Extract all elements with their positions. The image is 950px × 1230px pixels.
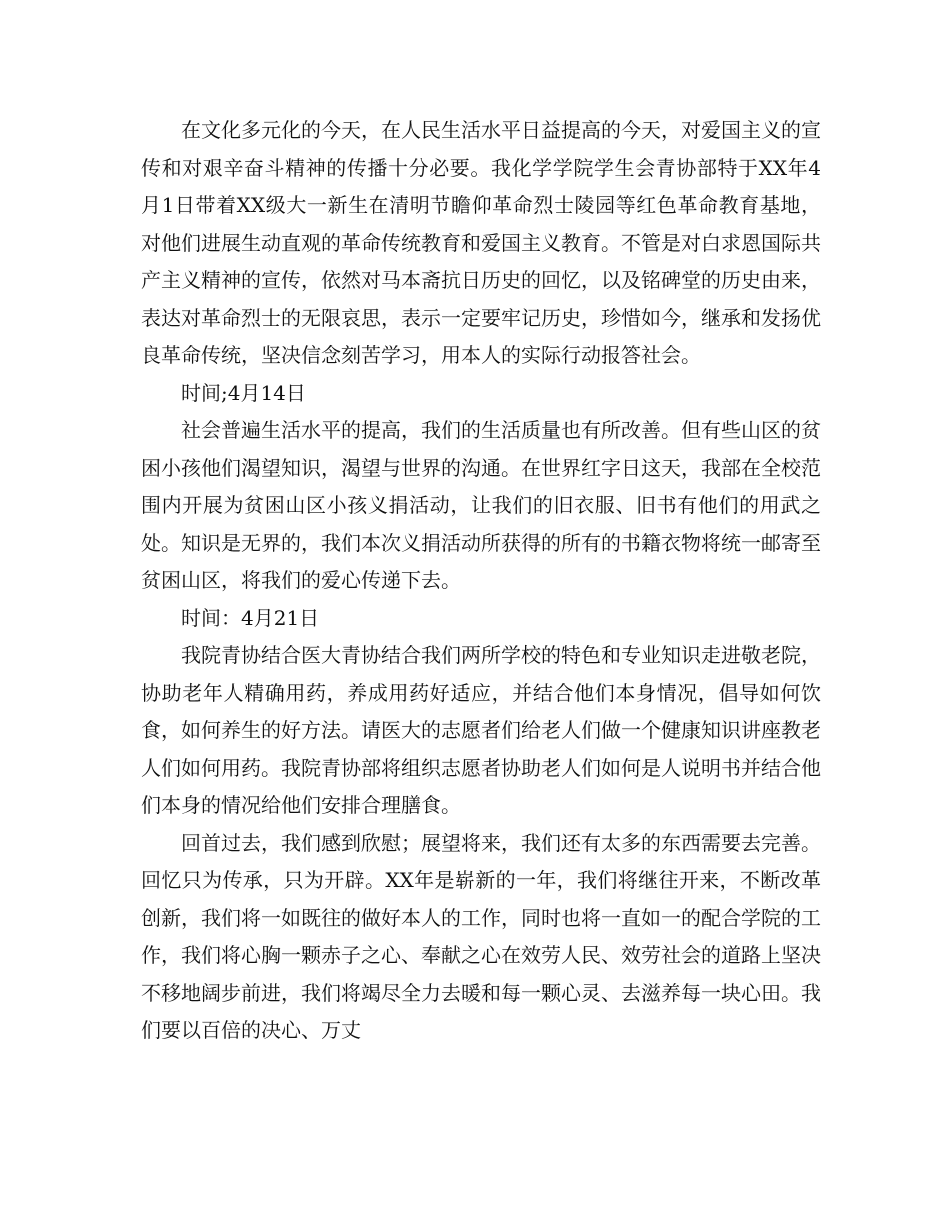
paragraph-elderly-care: 我院青协结合医大青协结合我们两所学校的特色和专业知识走进敬老院，协助老年人精确用药，养成用药好适应，并结合他们本身情况，倡导如何饮食，如何养生的好方法。请医大的志愿者们给老人们做一个健康知识讲座教老人们如何用药。我院青协部将组织志愿者协助老人们如何是人说明书并结合他们本身的情况给他们安排合理膳食。: [141, 643, 821, 817]
time-label-april-21: 时间：4月21日: [181, 605, 320, 630]
paragraph-outlook: 回首过去，我们感到欣慰；展望将来，我们还有太多的东西需要去完善。回忆只为传承，只为开辟。XX年是崭新的一年，我们将继往开来，不断改革创新，我们将一如既往的做好本人的工作，同时也将一直如一的配合学院的工作，我们将心胸一颗赤子之心、奉献之心在效劳人民、效劳社会的道路上坚决不移地阔步前进，我们将竭尽全力去暖和每一颗心灵、去滋养每一块心田。我们要以百倍的决心、万丈: [141, 830, 821, 1042]
time-label-april-14: 时间;4月14日: [181, 380, 306, 405]
document-body: [141, 112, 821, 1050]
paragraph-donation: 社会普遍生活水平的提高，我们的生活质量也有所改善。但有些山区的贫困小孩他们渴望知识，渴望与世界的沟通。在世界红字日这天，我部在全校范围内开展为贫困山区小孩义捐活动，让我们的旧衣服、旧书有他们的用武之处。知识是无界的，我们本次义捐活动所获得的所有的书籍衣物将统一邮寄至贫困山区，将我们的爱心传递下去。: [141, 418, 821, 592]
paragraph-commemoration: 在文化多元化的今天，在人民生活水平日益提高的今天，对爱国主义的宣传和对艰辛奋斗精神的传播十分必要。我化学学院学生会青协部特于XX年4月1日带着XX级大一新生在清明节瞻仰革命烈士陵园等红色革命教育基地，对他们进展生动直观的革命传统教育和爱国主义教育。不管是对白求恩国际共产主义精神的宣传，依然对马本斋抗日历史的回忆，以及铭碑堂的历史由来，表达对革命烈士的无限哀思，表示一定要牢记历史，珍惜如今，继承和发扬优良革命传统，坚决信念刻苦学习，用本人的实际行动报答社会。: [141, 118, 821, 367]
